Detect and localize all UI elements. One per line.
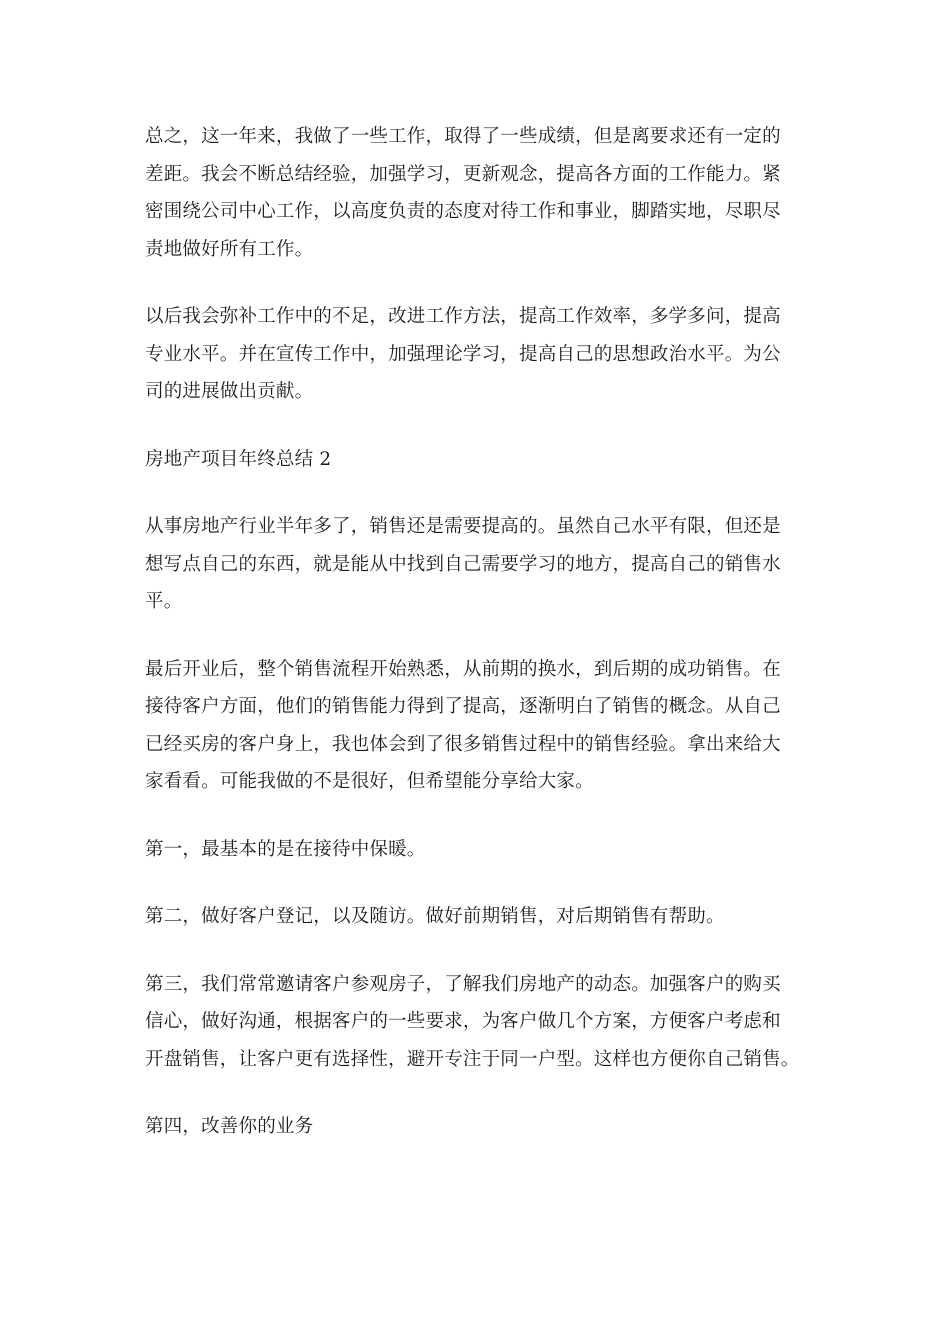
text-line: 第三，我们常常邀请客户参观房子，了解我们房地产的动态。加强客户的购买 xyxy=(145,973,781,995)
text-line: 密围绕公司中心工作，以高度负责的态度对待工作和事业，脚踏实地，尽职尽 xyxy=(145,201,781,222)
paragraph-summary xyxy=(145,118,805,268)
text-line: 专业水平。并在宣传工作中，加强理论学习，提高自己的思想政治水平。为公 xyxy=(145,343,781,365)
section-heading xyxy=(145,441,805,479)
text-line: 开盘销售，让客户更有选择性，避开专注于同一户型。这样也方便你自己销售。 xyxy=(145,1048,800,1070)
heading-text: 房地产项目年终总结 2 xyxy=(145,448,332,470)
text-line: 司的进展做出贡献。 xyxy=(145,381,314,402)
text-line: 最后开业后，整个销售流程开始熟悉，从前期的换水，到后期的成功销售。在 xyxy=(145,658,781,680)
paragraph-point-three xyxy=(145,966,805,1079)
text-line: 第四，改善你的业务 xyxy=(145,1116,314,1137)
paragraph-point-four xyxy=(145,1108,805,1146)
text-line: 家看看。可能我做的不是很好，但希望能分享给大家。 xyxy=(145,771,594,792)
text-line: 差距。我会不断总结经验，加强学习，更新观念，提高各方面的工作能力。紧 xyxy=(145,163,781,185)
text-line: 信心，做好沟通，根据客户的一些要求，为客户做几个方案，方便客户考虑和 xyxy=(145,1011,781,1032)
paragraph-experience xyxy=(145,651,805,801)
document-body xyxy=(145,118,805,1176)
paragraph-future-plans xyxy=(145,298,805,411)
paragraph-point-two xyxy=(145,898,805,936)
text-line: 以后我会弥补工作中的不足，改进工作方法，提高工作效率，多学多问，提高 xyxy=(145,306,781,327)
text-line: 想写点自己的东西，就是能从中找到自己需要学习的地方，提高自己的销售水 xyxy=(145,553,781,575)
paragraph-intro xyxy=(145,508,805,621)
text-line: 平。 xyxy=(145,591,183,612)
text-line: 从事房地产行业半年多了，销售还是需要提高的。虽然自己水平有限，但还是 xyxy=(145,516,781,537)
text-line: 接待客户方面，他们的销售能力得到了提高，逐渐明白了销售的概念。从自己 xyxy=(145,696,781,717)
text-line: 第一，最基本的是在接待中保暖。 xyxy=(145,838,426,860)
text-line: 责地做好所有工作。 xyxy=(145,238,314,260)
paragraph-point-one xyxy=(145,831,805,869)
text-line: 第二，做好客户登记，以及随访。做好前期销售，对后期销售有帮助。 xyxy=(145,906,725,927)
text-line: 已经买房的客户身上，我也体会到了很多销售过程中的销售经验。拿出来给大 xyxy=(145,733,781,755)
text-line: 总之，这一年来，我做了一些工作，取得了一些成绩，但是离要求还有一定的 xyxy=(145,126,781,147)
